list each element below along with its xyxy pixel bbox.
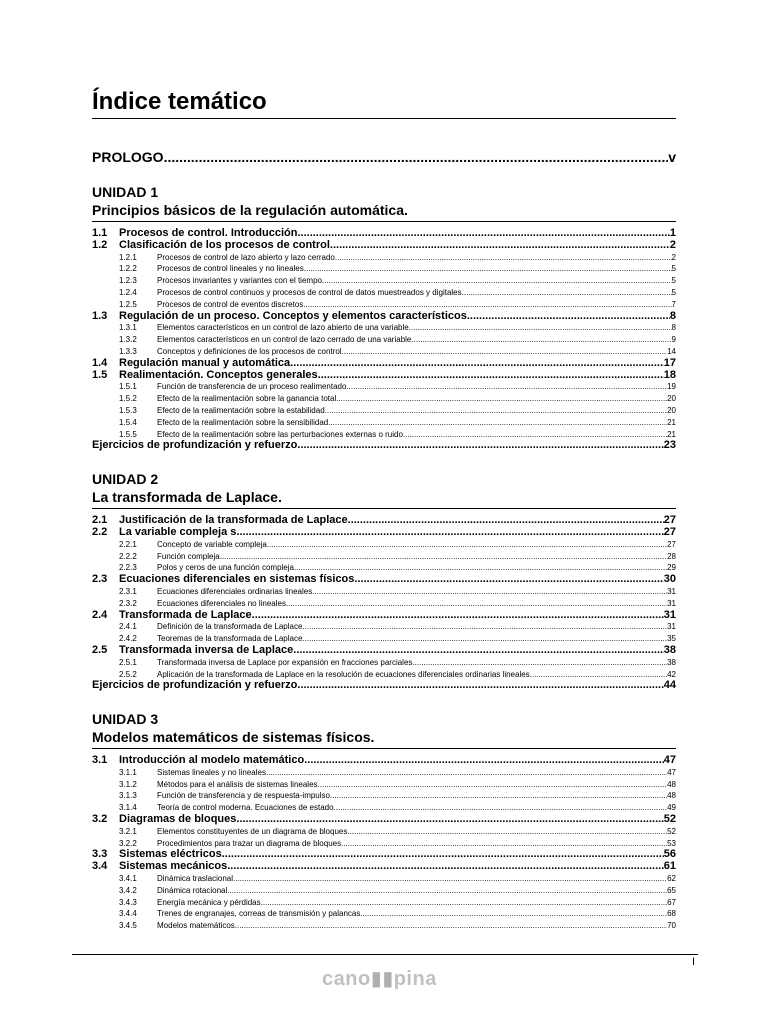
entry-page: 7 xyxy=(671,299,676,309)
leader-dots xyxy=(305,621,667,633)
leader-dots xyxy=(337,252,671,264)
entry-page: 65 xyxy=(667,885,676,895)
entry-title: Dinámica rotacional. xyxy=(157,885,230,895)
entry-page: 47 xyxy=(663,754,676,767)
entry-page: 31 xyxy=(667,586,676,596)
entry-number: 3.4.2 xyxy=(119,885,137,895)
leader-dots xyxy=(237,920,667,932)
entry-number: 1.3.3 xyxy=(119,346,137,356)
toc-entry[interactable] xyxy=(92,814,676,826)
toc-entry[interactable] xyxy=(92,790,676,802)
units-container xyxy=(92,183,676,932)
leader-dots xyxy=(333,240,670,252)
unit-header xyxy=(92,183,676,222)
entry-number: 1.2 xyxy=(92,238,108,251)
entry-page: 8 xyxy=(671,323,676,333)
toc-entry[interactable] xyxy=(92,322,676,334)
entry-page: 52 xyxy=(667,826,676,836)
entry-title: Procesos de control de eventos discretos. xyxy=(157,299,306,309)
leader-dots xyxy=(405,429,667,441)
leader-dots xyxy=(415,657,667,669)
entry-page: 31 xyxy=(663,608,676,621)
toc-entry[interactable] xyxy=(92,873,676,885)
entry-page: 9 xyxy=(671,335,676,345)
toc-entry[interactable] xyxy=(92,370,676,382)
entry-page: 2 xyxy=(671,252,676,262)
entry-number: 1.5.1 xyxy=(119,382,137,392)
leader-dots xyxy=(306,263,672,275)
entry-title: Trenes de engranajes, correas de transmisión y palancas. xyxy=(157,909,363,919)
entry-number: 1.3.2 xyxy=(119,335,137,345)
prologo-page: v xyxy=(668,149,676,165)
leader-dots xyxy=(470,311,670,323)
unit-subtitle: La transformada de Laplace. xyxy=(92,489,282,506)
unit-heading: UNIDAD 2 xyxy=(92,471,159,488)
leader-dots xyxy=(300,680,663,692)
footer-rule xyxy=(72,954,698,955)
leader-dots xyxy=(357,574,663,586)
toc-entry[interactable] xyxy=(92,586,676,598)
leader-dots xyxy=(230,861,663,873)
toc-entry[interactable] xyxy=(92,779,676,791)
leader-dots xyxy=(268,767,667,779)
entry-title: Ejercicios de profundización y refuerzo. xyxy=(92,439,301,452)
entry-page: 5 xyxy=(671,276,676,286)
leader-dots xyxy=(532,669,667,681)
unit-section xyxy=(92,710,676,932)
toc-entry[interactable] xyxy=(92,755,676,767)
entry-page: 8 xyxy=(669,309,676,322)
entry-number: 1.2.5 xyxy=(119,299,137,309)
entry-number: 1.5 xyxy=(92,368,108,381)
page-number: I xyxy=(692,956,696,968)
entry-number: 2.4 xyxy=(92,608,108,621)
leader-dots xyxy=(235,873,667,885)
prologo-label: PROLOGO xyxy=(92,149,164,165)
leader-dots xyxy=(307,755,663,767)
entry-page: 19 xyxy=(667,382,676,392)
entry-title: Energía mecánica y pérdidas. xyxy=(157,897,263,907)
leader-dots xyxy=(269,539,667,551)
entry-page: 20 xyxy=(667,394,676,404)
entry-number: 2.2.3 xyxy=(119,563,137,573)
entry-number: 3.4.5 xyxy=(119,921,137,931)
entry-title: Clasificación de los procesos de control. xyxy=(119,238,333,251)
entry-number: 3.1.1 xyxy=(119,767,137,777)
leader-dots xyxy=(336,802,667,814)
toc-entry[interactable] xyxy=(92,574,676,586)
entry-title: Ecuaciones diferenciales ordinarias lineales. xyxy=(157,586,315,596)
leader-dots xyxy=(320,779,667,791)
entry-title: Sistemas lineales y no lineales. xyxy=(157,767,269,777)
leader-dots xyxy=(344,346,667,358)
toc-entry[interactable] xyxy=(92,334,676,346)
toc-entry[interactable] xyxy=(92,393,676,405)
entry-page: 38 xyxy=(667,657,676,667)
toc-entry[interactable] xyxy=(92,680,676,692)
leader-dots xyxy=(332,790,667,802)
entry-title: Elementos característicos en un control de lazo abierto de una variable. xyxy=(157,323,411,333)
entry-title: Dinámica traslacional. xyxy=(157,874,236,884)
leader-dots xyxy=(229,885,667,897)
leader-dots xyxy=(305,633,667,645)
entry-page: 30 xyxy=(663,573,676,586)
entry-number: 1.4 xyxy=(92,356,108,369)
entry-title: Elementos característicos en un control de lazo cerrado de una variable. xyxy=(157,335,414,345)
toc-entry[interactable] xyxy=(92,417,676,429)
unit-section xyxy=(92,470,676,692)
entry-page: 28 xyxy=(667,551,676,561)
entry-page: 31 xyxy=(667,598,676,608)
leader-dots xyxy=(301,228,670,240)
entry-page: 27 xyxy=(667,539,676,549)
entry-number: 1.3.1 xyxy=(119,323,137,333)
entry-page: 56 xyxy=(663,848,676,861)
entry-page: 14 xyxy=(667,346,676,356)
toc-entry[interactable] xyxy=(92,358,676,370)
index-page xyxy=(92,88,676,932)
entry-number: 1.3 xyxy=(92,309,108,322)
entry-title: Procesos invariantes y variantes con el tiempo. xyxy=(157,276,325,286)
toc-entry[interactable] xyxy=(92,885,676,897)
toc-entry[interactable] xyxy=(92,551,676,563)
entry-number: 2.4.2 xyxy=(119,634,137,644)
toc-entry[interactable] xyxy=(92,767,676,779)
entry-title: Procesos de control lineales y no lineales. xyxy=(157,264,306,274)
entry-page: 68 xyxy=(667,909,676,919)
entry-page: 53 xyxy=(667,838,676,848)
leader-dots xyxy=(343,838,667,850)
toc-entry[interactable] xyxy=(92,598,676,610)
toc-entry[interactable] xyxy=(92,381,676,393)
entry-title: Definición de la transformada de Laplace. xyxy=(157,622,305,632)
entry-page: 38 xyxy=(663,643,676,656)
entry-title: Transformada inversa de Laplace. xyxy=(119,643,297,656)
toc-entry[interactable] xyxy=(92,826,676,838)
entry-page: 18 xyxy=(663,368,676,381)
entry-page: 61 xyxy=(663,860,676,873)
entry-page: 35 xyxy=(667,634,676,644)
entry-title: Efecto de la realimentación sobre las perturbaciones externas o ruido. xyxy=(157,429,406,439)
entry-number: 2.5 xyxy=(92,643,108,656)
entry-number: 1.5.5 xyxy=(119,429,137,439)
logo-right: pina xyxy=(393,968,437,990)
entry-page: 44 xyxy=(663,679,676,692)
toc-entry[interactable] xyxy=(92,240,676,252)
leader-dots xyxy=(327,405,667,417)
toc-entry[interactable] xyxy=(92,861,676,873)
toc-entry[interactable] xyxy=(92,252,676,264)
entry-title: Elementos constituyentes de un diagrama de bloques. xyxy=(157,826,350,836)
page-title: Índice temático xyxy=(92,88,676,119)
entry-number: 3.1.2 xyxy=(119,779,137,789)
entry-number: 3.2 xyxy=(92,813,108,826)
entry-number: 2.2.1 xyxy=(119,539,137,549)
entry-page: 42 xyxy=(667,669,676,679)
entry-title: Función de transferencia de un proceso realimentado. xyxy=(157,382,349,392)
leader-dots xyxy=(263,897,667,909)
entry-title: Conceptos y definiciones de los procesos de control. xyxy=(157,346,344,356)
toc-entry[interactable] xyxy=(92,311,676,323)
toc-entry[interactable] xyxy=(92,440,676,452)
entry-title: Introducción al modelo matemático. xyxy=(119,754,308,767)
entry-number: 2.3.1 xyxy=(119,586,137,596)
entry-number: 2.1 xyxy=(92,514,108,527)
leader-dots xyxy=(464,287,672,299)
entry-number: 3.1.4 xyxy=(119,803,137,813)
leader-dots xyxy=(300,440,663,452)
unit-subtitle: Principios básicos de la regulación automática. xyxy=(92,202,408,218)
entry-page: 62 xyxy=(667,874,676,884)
entry-title: Ecuaciones diferenciales no lineales. xyxy=(157,598,289,608)
entry-title: La variable compleja s. xyxy=(119,525,240,538)
entry-page: 49 xyxy=(667,803,676,813)
entry-page: 5 xyxy=(671,264,676,274)
entry-title: Regulación manual y automática. xyxy=(119,356,294,369)
entry-page: 21 xyxy=(667,429,676,439)
entry-number: 2.5.1 xyxy=(119,657,137,667)
entry-number: 2.2.2 xyxy=(119,551,137,561)
entry-number: 2.4.1 xyxy=(119,622,137,632)
unit-heading: UNIDAD 1 xyxy=(92,184,159,200)
entry-number: 1.5.2 xyxy=(119,394,137,404)
unit-subtitle: Modelos matemáticos de sistemas físicos. xyxy=(92,729,375,746)
entry-page: 17 xyxy=(663,356,676,369)
entry-number: 3.4.4 xyxy=(119,909,137,919)
entry-number: 2.2 xyxy=(92,525,108,538)
toc-entry[interactable] xyxy=(92,275,676,287)
entry-page: 70 xyxy=(667,921,676,931)
entry-number: 1.2.1 xyxy=(119,252,137,262)
leader-dots xyxy=(338,393,667,405)
publisher-logo xyxy=(322,966,437,991)
unit-header xyxy=(92,710,676,749)
leader-dots xyxy=(321,370,664,382)
entry-title: Ecuaciones diferenciales en sistemas físicos. xyxy=(119,573,358,586)
toc-entry[interactable] xyxy=(92,405,676,417)
entry-title: Teoría de control moderna. Ecuaciones de estado. xyxy=(157,803,336,813)
entry-page: 5 xyxy=(671,287,676,297)
leader-dots xyxy=(288,598,667,610)
entry-number: 3.4 xyxy=(92,860,108,873)
entry-title: Transformada de Laplace. xyxy=(119,608,255,621)
toc-entry[interactable] xyxy=(92,527,676,539)
entry-number: 1.2.3 xyxy=(119,276,137,286)
entry-page: 47 xyxy=(667,767,676,777)
leader-dots xyxy=(306,299,672,311)
toc-entry[interactable] xyxy=(92,897,676,909)
entry-title: Diagramas de bloques. xyxy=(119,813,240,826)
entry-number: 3.3 xyxy=(92,848,108,861)
leader-dots xyxy=(255,610,664,622)
toc-entry[interactable] xyxy=(92,621,676,633)
prologo-entry[interactable] xyxy=(92,149,676,165)
toc-entry[interactable] xyxy=(92,263,676,275)
entry-page: 20 xyxy=(667,405,676,415)
toc-entry[interactable] xyxy=(92,299,676,311)
entry-number: 3.2.2 xyxy=(119,838,137,848)
entry-number: 3.2.1 xyxy=(119,826,137,836)
toc-entry[interactable] xyxy=(92,657,676,669)
entry-title: Procesos de control de lazo abierto y lazo cerrado. xyxy=(157,252,338,262)
entry-number: 1.1 xyxy=(92,227,108,239)
entry-title: Procesos de control. Introducción. xyxy=(119,227,301,239)
entry-number: 1.5.3 xyxy=(119,405,137,415)
toc-entry[interactable] xyxy=(92,645,676,657)
unit-header xyxy=(92,470,676,509)
entry-page: 2 xyxy=(669,238,676,251)
toc-entry[interactable] xyxy=(92,287,676,299)
entry-title: Procedimientos para trazar un diagrama de bloques. xyxy=(157,838,344,848)
entry-number: 2.3.2 xyxy=(119,598,137,608)
entry-number: 1.2.4 xyxy=(119,287,137,297)
entry-title: Teoremas de la transformada de Laplace. xyxy=(157,634,305,644)
leader-dots xyxy=(351,515,664,527)
entry-title: Efecto de la realimentación sobre la estabilidad. xyxy=(157,405,327,415)
entry-title: Métodos para el análisis de sistemas lineales. xyxy=(157,779,320,789)
entry-number: 2.3 xyxy=(92,573,108,586)
entry-title: Función compleja. xyxy=(157,551,222,561)
entry-page: 48 xyxy=(667,791,676,801)
entry-number: 3.4.3 xyxy=(119,897,137,907)
entry-number: 3.4.1 xyxy=(119,874,137,884)
entry-title: Realimentación. Conceptos generales. xyxy=(119,368,321,381)
entry-title: Ejercicios de profundización y refuerzo. xyxy=(92,679,301,692)
leader-dots xyxy=(330,417,667,429)
entry-title: Función de transferencia y de respuesta-impulso. xyxy=(157,791,333,801)
entry-title: Efecto de la realimentación sobre la ganancia total. xyxy=(157,394,339,404)
leader-dots xyxy=(349,381,667,393)
entry-number: 3.1 xyxy=(92,754,108,767)
leader-dots xyxy=(225,849,664,861)
entry-page: 27 xyxy=(663,514,676,527)
entry-title: Polos y ceros de una función compleja. xyxy=(157,563,297,573)
entry-title: Efecto de la realimentación sobre la sensibilidad. xyxy=(157,417,331,427)
leader-dots xyxy=(293,358,664,370)
leader-dots xyxy=(296,645,663,657)
entry-number: 1.2.2 xyxy=(119,264,137,274)
entry-number: 1.5.4 xyxy=(119,417,137,427)
unit-section xyxy=(92,183,676,452)
unit-heading: UNIDAD 3 xyxy=(92,711,159,728)
logo-left: cano xyxy=(322,968,371,990)
entry-page: 27 xyxy=(663,525,676,538)
entry-page: 29 xyxy=(667,563,676,573)
leader-dots xyxy=(239,527,663,539)
leader-dots xyxy=(314,586,667,598)
toc-entry[interactable] xyxy=(92,920,676,932)
toc-entry[interactable] xyxy=(92,346,676,358)
leader-dots xyxy=(350,826,668,838)
entry-page: 23 xyxy=(663,439,676,452)
leader-dots xyxy=(164,149,669,165)
entry-title: Justificación de la transformada de Laplace. xyxy=(119,514,351,527)
entry-title: Sistemas eléctricos. xyxy=(119,848,225,861)
logo-separator-icon: ▮▮ xyxy=(370,968,394,990)
entry-title: Aplicación de la transformada de Laplace en la resolución de ecuaciones diferenciales ordinarias lineales. xyxy=(157,669,532,679)
toc-entry[interactable] xyxy=(92,610,676,622)
leader-dots xyxy=(324,275,671,287)
leader-dots xyxy=(239,814,663,826)
entry-title: Regulación de un proceso. Conceptos y elementos característicos. xyxy=(119,309,470,322)
toc-entry[interactable] xyxy=(92,539,676,551)
entry-page: 1 xyxy=(669,227,676,239)
entry-page: 21 xyxy=(667,417,676,427)
entry-title: Transformada inversa de Laplace por expansión en fracciones parciales. xyxy=(157,657,415,667)
entry-number: 3.1.3 xyxy=(119,791,137,801)
entry-title: Modelos matemáticos. xyxy=(157,921,238,931)
leader-dots xyxy=(222,551,667,563)
entry-number: 2.5.2 xyxy=(119,669,137,679)
entry-title: Sistemas mecánicos. xyxy=(119,860,231,873)
leader-dots xyxy=(411,322,672,334)
entry-page: 48 xyxy=(667,779,676,789)
entry-title: Concepto de variable compleja. xyxy=(157,539,270,549)
toc-entry[interactable] xyxy=(92,908,676,920)
entry-page: 31 xyxy=(667,622,676,632)
leader-dots xyxy=(414,334,672,346)
leader-dots xyxy=(363,908,668,920)
entry-page: 67 xyxy=(667,897,676,907)
entry-page: 52 xyxy=(663,813,676,826)
entry-title: Procesos de control continuos y procesos de control de datos muestreados y digitales. xyxy=(157,287,464,297)
